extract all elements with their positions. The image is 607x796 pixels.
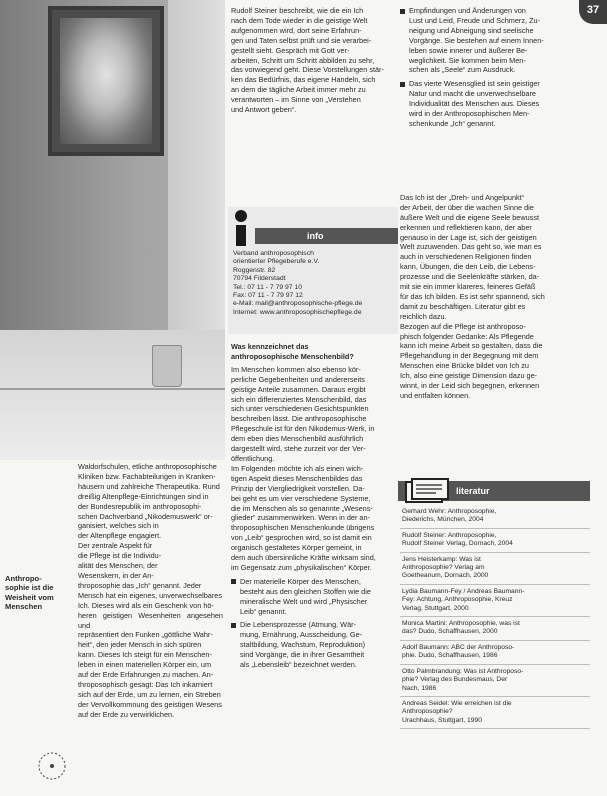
bullet-line: Die Lebensprozesse (Atmung, Wär-	[231, 620, 391, 630]
bullet-line: sind Vorgänge, die in ihrer Gesamtheit	[240, 650, 365, 660]
literatur-item	[400, 644, 590, 665]
text-line: tigen Aspekt dieses Menschenbildes das	[231, 473, 363, 483]
bullet-line: schen als „Seele“ zum Ausdruck.	[409, 65, 516, 75]
text-line: sich auf der Erde, um zu lernen, ein Streben	[78, 689, 221, 699]
text-line: häusern und zahlreiche Therapeutika. Rund	[78, 481, 220, 491]
literatur-line: das? Dudo, Schaffhausen, 2000	[402, 628, 498, 636]
bullet-icon	[231, 623, 236, 628]
text-line: Wesenskern, in der An-	[78, 570, 154, 580]
section-heading: Was kennzeichnet das	[231, 342, 309, 351]
literatur-line: Anthroposophie? Verlag am	[402, 564, 485, 572]
bullet-item	[231, 577, 391, 617]
bullet-line: mung, Ernährung, Ausscheidung, Ge-	[240, 630, 363, 640]
text-line: genauso in der Lage ist, sich der geistigen	[400, 232, 537, 242]
text-line: Im Folgenden möchte ich als einen wich-	[231, 463, 364, 473]
literatur-line: Rudolf Steiner: Anthroposophie,	[402, 531, 497, 539]
text-line: Rudolf Steiner beschreibt, wie die ein Ich	[231, 6, 364, 15]
text-line: der Arbeit, der über die wachen Sinne die	[400, 202, 534, 212]
literatur-item	[400, 588, 590, 617]
text-line: heren geistigen Wesenheiten angesehen und	[78, 610, 223, 630]
text-line: dargestellt wird, stehe zurzeit vor der Ver-	[231, 444, 366, 454]
bullet-line: als „Lebensleib“ bezeichnet werden.	[240, 660, 357, 670]
literatur-item	[400, 620, 590, 641]
text-line: auf der Erde zu verwirklichen.	[78, 709, 175, 719]
text-line: Mensch hat ein eigenes, unverwechselbares	[78, 590, 222, 600]
literatur-line: Verlag, Stuttgart, 2000	[402, 604, 469, 612]
text-line: Pflegehandlung in der Begegnung mit dem	[400, 351, 539, 361]
text-line: alität des Menschen, der	[78, 561, 158, 571]
text-line: und Antwort geben“.	[231, 105, 297, 115]
bullet-line: leben sowie innerer und äußerer Be-	[409, 45, 528, 55]
text-line: kann. Dieses Ich steigt für ein Menschen-	[78, 650, 212, 660]
text-line: im Gegensatz zum „physikalischen“ Körper.	[231, 562, 372, 572]
middle-column-top-text	[231, 6, 391, 115]
text-line: Im Menschen kommen also ebenso kör-	[231, 364, 361, 374]
literatur-item	[400, 668, 590, 697]
bullet-line: besteht aus den gleichen Stoffen wie die	[240, 586, 371, 596]
literatur-line: Adolf Baumann: ABC der Anthroposo-	[402, 643, 515, 651]
bullet-line: Vorgänge. Sie bestehen auf einem Innen-	[409, 35, 544, 45]
literatur-line: Urachhaus, Stuttgart, 1990	[402, 716, 482, 724]
text-line: Waldorfschulen, etliche anthroposophische	[78, 462, 217, 471]
bullet-icon	[400, 82, 405, 87]
text-line: und entfalten können.	[400, 391, 471, 400]
literatur-label: literatur	[398, 481, 590, 501]
text-line: organisch gestaltetes Körper gemeint, in	[231, 543, 362, 553]
text-line: Pflegeschule ist für den Nikodemus-Werk, in	[231, 424, 375, 434]
literatur-line: Andreas Seidel: Wie erreichen ist die	[402, 699, 512, 707]
text-line: sich ein differenziertes Menschenbild, das	[231, 394, 367, 404]
info-line: Verband anthroposophisch	[233, 250, 314, 257]
text-line: dem auch übersinnliche Kräfte wirksam sind,	[231, 553, 376, 563]
literatur-line: phie. Dudo, Schaffhausen, 1986	[402, 652, 498, 660]
text-line: kann, Übungen, die den Leib, die Lebens-	[400, 262, 536, 272]
bullet-line: mineralische Welt und wird „Physischer	[240, 596, 368, 606]
text-line: der Vervollkommnung des geistigen Wesens	[78, 699, 222, 709]
section-heading: anthroposophische Menschenbild?	[231, 351, 354, 361]
bullet-item	[400, 79, 578, 129]
text-line: an dem die tägliche Arbeit immer mehr zu	[231, 85, 366, 95]
text-line: das vorwiegend geht. Diese Vorstellungen stär-	[231, 65, 384, 75]
info-line: Internet: www.anthroposophischepflege.de	[233, 308, 362, 316]
text-line: perliche Gegebenheiten und andererseits	[231, 374, 365, 384]
text-line: von „Leib“ gesprochen wird, so ist damit ein	[231, 533, 372, 543]
sidebar-quote	[5, 574, 73, 611]
text-line: throposophisch gesagt: Das Ich inkarniert	[78, 679, 213, 689]
literatur-line: Monica Martini: Anthroposophie, was ist	[402, 620, 520, 628]
sidebar-line: Anthropo-	[5, 574, 42, 583]
literatur-line: Rudolf Steiner Verlag, Dornach, 2004	[402, 540, 513, 548]
bullet-line: wird in der Anthroposophischen Men-	[409, 109, 530, 119]
info-contact-text	[233, 250, 393, 317]
text-line: beschreiben lässt. Die anthroposophische	[231, 414, 367, 424]
text-line: mit sie ein immer klareres, feineres Gefäß	[400, 282, 536, 292]
literatur-line: Jens Heisterkamp: Was ist	[402, 555, 481, 563]
bullet-line: Lust und Leid, Freude und Schmerz, Zu-	[409, 15, 541, 25]
text-line: die Pflege ist die Individu-	[78, 551, 162, 561]
bullet-line: Individualität des Menschen aus. Dieses	[409, 99, 540, 109]
literatur-item	[400, 508, 590, 529]
text-line: dem eben dies Menschenbild ausführlich	[231, 434, 364, 444]
text-line: Ich. Dieses wird als ein Geschenk von hö-	[78, 600, 214, 610]
bullet-item	[400, 6, 578, 75]
text-line: nach dem Tode wieder in die geistige Welt	[231, 15, 368, 25]
text-line: aufgenommen wird, dort seine Erfahrun-	[231, 25, 362, 35]
text-line: kann ich meine Arbeit so gestalten, dass die	[400, 341, 543, 351]
info-line: Tel.: 07 11 - 7 79 97 10	[233, 283, 303, 291]
text-line: Welt zuzuwenden. Das geht so, wie man es	[400, 242, 542, 252]
text-line: äußere Welt und die eigene Seele bewusst	[400, 212, 540, 222]
info-line: orientierter Pflegeberufe e.V.	[233, 258, 320, 266]
text-line: Der zentrale Aspekt für	[78, 541, 153, 551]
bullet-line: staltbildung, Wachstum, Reproduktion)	[240, 640, 366, 650]
literatur-line: Nach, 1986	[402, 684, 437, 692]
text-line: reichlich dazu.	[400, 311, 447, 321]
info-label: info	[255, 228, 398, 244]
text-line: damit zu beschäftigen. Literatur gibt es	[400, 301, 526, 311]
text-line: ganisiert, welches sich in	[78, 521, 159, 531]
info-line: 70794 Filderstadt	[233, 275, 286, 283]
text-line: die im Menschen als so genannte „Wesens-	[231, 503, 373, 513]
text-line: prozesse und die Seelenkräfte stärken, da-	[400, 272, 540, 282]
info-line: Fax: 07 11 - 7 79 97 12	[233, 292, 303, 300]
bullet-line: weglichkeit. Sie kommen beim Men-	[409, 55, 526, 65]
text-line: Menschen eine Brücke bildet von Ich zu	[400, 361, 529, 371]
text-line: throposophie das „Ich“ genannt. Jeder	[78, 580, 202, 590]
literatur-item	[400, 556, 590, 585]
text-line: schen Dachverband „Nikodemuswerk“ or-	[78, 511, 213, 521]
text-line: dreißig Altenpflege-Einrichtungen sind in	[78, 491, 209, 501]
bullet-line: Das vierte Wesensglied ist sein geistiger	[400, 79, 578, 89]
framed-picture	[48, 6, 164, 156]
text-line: sich unter verschiedenen Gesichtspunkten	[231, 404, 369, 414]
water-glass	[152, 345, 182, 387]
text-line: erkennen und reflektieren kann, der aber	[400, 222, 532, 232]
text-line: für das Ich bilden. Es ist sehr spannend, sich	[400, 291, 545, 301]
literatur-line: Diederichs, München, 2004	[402, 516, 484, 524]
bullet-item	[231, 620, 391, 670]
text-line: der Bundesrepublik im anthroposophi-	[78, 501, 202, 511]
text-line: arbeiten, Schritt um Schritt abbilden zu sehr,	[231, 55, 375, 65]
text-line: auch in verschiedenen Religionen finden	[400, 252, 532, 262]
literatur-line: Goetheanum, Dornach, 2000	[402, 572, 489, 580]
literatur-line: Anthroposophie?	[402, 708, 453, 716]
sidebar-line: Weisheit vom	[5, 592, 54, 602]
literatur-line: Gerhard Wehr: Anthroposophie,	[402, 508, 497, 515]
text-line: Bezogen auf die Pflege ist anthroposo-	[400, 321, 526, 331]
literatur-line: phie? Verlag des Bundesmaus, Der	[402, 676, 508, 684]
info-icon	[230, 210, 252, 246]
page-number: 37	[579, 0, 607, 24]
bullet-line: neigung und Abneigung sind seelische	[409, 25, 534, 35]
bullet-line: Leib“ genannt.	[240, 606, 287, 616]
text-line: Prinzip der Viergliedrigkeit vorstellen. Da-	[231, 483, 365, 493]
bullet-line: schenkunde „Ich“ genannt.	[409, 118, 496, 128]
info-line: Roggenstr. 82	[233, 266, 276, 274]
bullet-line: Empfindungen und Änderungen von	[400, 6, 578, 16]
sidebar-line: sophie ist die	[5, 583, 54, 593]
text-line: der Altenpflege engagiert.	[78, 531, 162, 541]
illustration-photo	[0, 0, 225, 460]
text-line: glieder“ zusammenwirken. Wenn in der an-	[231, 513, 370, 523]
text-line: leben in einen materiellen Körper ein, um	[78, 660, 212, 670]
text-line: heit“, den jeder Mensch in sich spüren	[78, 640, 202, 650]
text-line: bei geht es um vier verschiedene Systeme,	[231, 493, 371, 503]
right-column-text	[400, 6, 578, 401]
text-line: gen und Taten selbst prüft und sie verarbei-	[231, 35, 372, 45]
text-line: Ich, also eine geistige Dimension dazu ge-	[400, 371, 538, 381]
bullet-icon	[231, 579, 236, 584]
text-line: Das Ich ist der „Dreh- und Angelpunkt“	[400, 192, 525, 202]
text-line: phisch folgender Gedanke: Als Pflegende	[400, 331, 534, 341]
book-icon	[402, 478, 450, 504]
literatur-item	[400, 532, 590, 553]
text-line: verantworten – im Sinne von „Verstehen	[231, 95, 361, 105]
text-line: repräsentiert den Funken „göttliche Wahr-	[78, 630, 213, 640]
text-line: ken das Bedürfnis, das eigene Handeln, sich	[231, 75, 376, 85]
text-line: throposophischen Menschenkunde übrigens	[231, 523, 375, 533]
bullet-icon	[400, 9, 405, 14]
bullet-line: Natur und macht die unverwechselbare	[409, 89, 536, 99]
literatur-line: Otto Palmbrandung: Was ist Anthroposo-	[402, 667, 524, 675]
text-line: gestellt sieht. Gespräch mit Gott ver-	[231, 45, 350, 55]
text-line: geistige Anteile zusammen. Daraus ergibt	[231, 384, 366, 394]
text-line: öffentlichung.	[231, 453, 275, 463]
literatur-line: Lydia Baumann-Fey / Andreas Baumann-	[402, 587, 525, 595]
text-line: winnt, in der Leid sich begegnen, erkennen	[400, 381, 540, 391]
literatur-item	[400, 700, 590, 729]
middle-column-bottom-text	[231, 342, 391, 670]
literatur-line: Fey: Achtung, Anthroposophie, Kreuz	[402, 596, 513, 604]
publisher-logo	[34, 748, 70, 788]
text-line: auf der Erde Erfahrungen zu machen. An-	[78, 670, 214, 680]
bullet-line: Der materielle Körper des Menschen,	[231, 577, 391, 587]
info-line: e-Mail: mail@anthroposophische-pflege.de	[233, 300, 363, 308]
literatur-list	[400, 508, 590, 732]
sidebar-line: Menschen	[5, 601, 43, 611]
text-line: Kliniken bzw. Fachabteilungen in Kranken-	[78, 471, 216, 481]
left-column-text	[78, 462, 223, 720]
